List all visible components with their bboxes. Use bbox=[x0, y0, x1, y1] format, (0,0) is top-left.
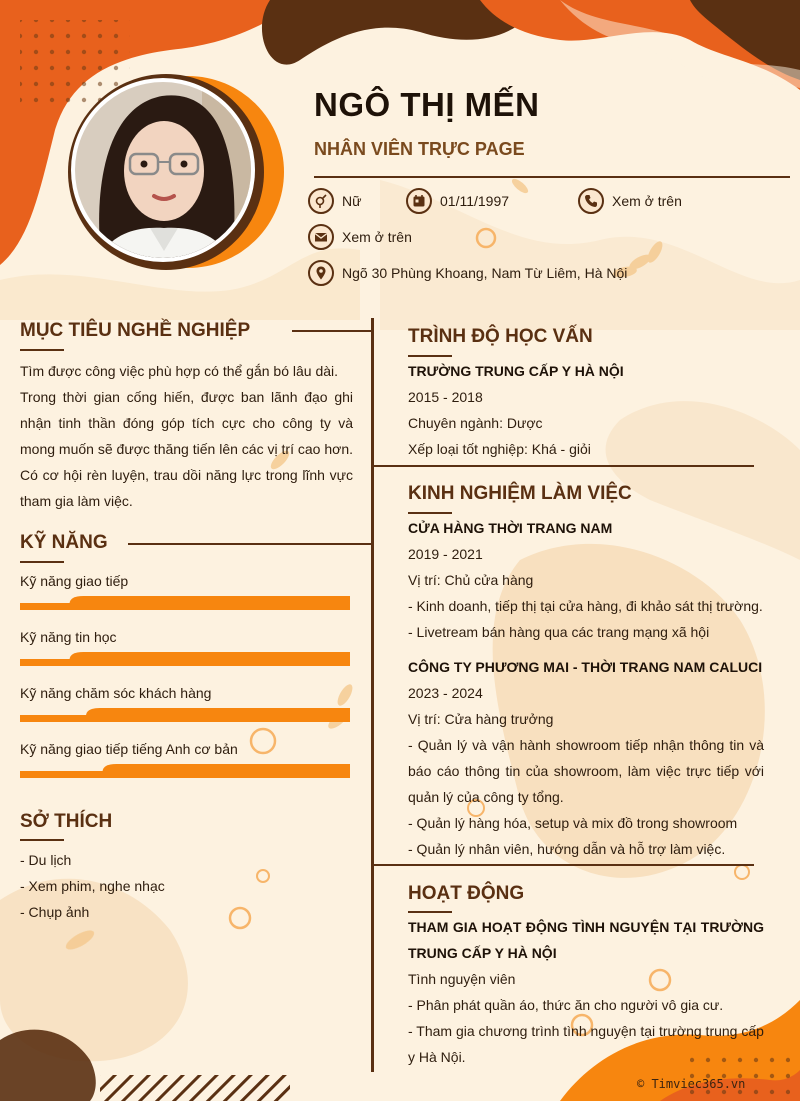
activity-detail: - Tham gia chương trình tình nguyện tại trường trung cấp bbox=[408, 1023, 764, 1039]
skills-title: KỸ NĂNG bbox=[20, 532, 108, 553]
objective-title: MỤC TIÊU NGHỀ NGHIỆP bbox=[20, 320, 251, 341]
job-title: NHÂN VIÊN TRỰC PAGE bbox=[314, 139, 525, 159]
job-detail: quản lý của công ty tổng. bbox=[408, 789, 564, 805]
phone-value: Xem ở trên bbox=[612, 193, 682, 209]
hobbies-underline bbox=[20, 839, 64, 841]
activities-underline bbox=[408, 911, 452, 913]
skill-bar-fill bbox=[70, 596, 351, 610]
skills-underline bbox=[20, 561, 64, 563]
objective-underline bbox=[20, 349, 64, 351]
gender-value: Nữ bbox=[342, 193, 362, 209]
header-divider bbox=[314, 176, 790, 178]
location-pin-icon bbox=[308, 260, 334, 286]
education-block bbox=[408, 358, 764, 462]
job-detail: - Livetream bán hàng qua các trang mạng xã hội bbox=[408, 624, 710, 640]
skill-bar bbox=[20, 708, 350, 722]
activities-title: HOẠT ĐỘNG bbox=[408, 883, 525, 904]
birthday-info bbox=[406, 188, 509, 214]
candidate-name: NGÔ THỊ MẾN bbox=[314, 86, 540, 123]
school-name: TRƯỜNG TRUNG CẤP Y HÀ NỘI bbox=[408, 363, 624, 379]
skills-connector bbox=[128, 543, 372, 545]
objective-line: Trong thời gian cống hiến, được ban lãnh đạo ghi bbox=[20, 389, 353, 405]
activity-role: Tình nguyện viên bbox=[408, 971, 516, 987]
hobbies-list bbox=[20, 847, 165, 925]
skill-name: Kỹ năng giao tiếp tiếng Anh cơ bản bbox=[20, 741, 238, 757]
job-position: Vị trí: Chủ cửa hàng bbox=[408, 572, 534, 588]
activity-block bbox=[408, 914, 764, 1070]
phone-icon bbox=[578, 188, 604, 214]
mail-icon bbox=[308, 224, 334, 250]
job-position: Vị trí: Cửa hàng trưởng bbox=[408, 711, 554, 727]
company-name: CÔNG TY PHƯƠNG MAI - THỜI TRANG NAM CALUCI bbox=[408, 659, 763, 675]
skill-bar-fill bbox=[86, 708, 350, 722]
column-divider bbox=[371, 318, 374, 1072]
skill-bar-fill bbox=[70, 652, 351, 666]
job-detail: - Kinh doanh, tiếp thị tại cửa hàng, đi khảo sát thị trường. bbox=[408, 598, 763, 614]
objective-line: Có cơ hội rèn luyện, trau dồi năng lực trong lĩnh vực bbox=[20, 467, 353, 483]
skill-bar bbox=[20, 596, 350, 610]
education-divider bbox=[372, 465, 754, 467]
job-detail: - Quản lý hàng hóa, setup và mix đồ trong showroom bbox=[408, 815, 738, 831]
email-value: Xem ở trên bbox=[342, 229, 412, 245]
job-detail: - Quản lý nhân viên, hướng dẫn và hỗ trợ làm việc. bbox=[408, 841, 726, 857]
email-info bbox=[308, 224, 412, 250]
job-detail: báo cáo thông tin của showroom, làm việc trực tiếp với bbox=[408, 763, 764, 779]
skill-name: Kỹ năng chăm sóc khách hàng bbox=[20, 685, 212, 701]
skill-bar bbox=[20, 764, 350, 778]
copyright: © Timviec365.vn bbox=[637, 1077, 746, 1091]
experience-underline bbox=[408, 512, 452, 514]
hobby-item: - Chụp ảnh bbox=[20, 904, 90, 920]
education-grade: Xếp loại tốt nghiệp: Khá - giỏi bbox=[408, 441, 591, 457]
skill-name: Kỹ năng tin học bbox=[20, 629, 117, 645]
objective-line: tham gia làm việc. bbox=[20, 493, 133, 509]
job-detail: - Quản lý và vận hành showroom tiếp nhận thông tin và bbox=[408, 737, 764, 753]
address-info bbox=[308, 260, 627, 286]
gender-info bbox=[308, 188, 361, 214]
experience-divider bbox=[372, 864, 754, 866]
education-title: TRÌNH ĐỘ HỌC VẤN bbox=[408, 326, 593, 347]
experience-job bbox=[408, 654, 764, 862]
address-value: Ngõ 30 Phùng Khoang, Nam Từ Liêm, Hà Nội bbox=[342, 265, 628, 281]
skill-name: Kỹ năng giao tiếp bbox=[20, 573, 129, 589]
calendar-icon bbox=[406, 188, 432, 214]
job-period: 2019 - 2021 bbox=[408, 546, 483, 562]
objective-line: nhận tinh thần đóng góp tích cực cho công ty và bbox=[20, 415, 353, 431]
hobbies-title: SỞ THÍCH bbox=[20, 811, 113, 832]
avatar bbox=[62, 66, 288, 272]
experience-job bbox=[408, 515, 764, 645]
phone-info bbox=[578, 188, 682, 214]
experience-title: KINH NGHIỆM LÀM VIỆC bbox=[408, 483, 632, 504]
objective-line: Tìm được công việc phù hợp có thể gắn bó lâu dài. bbox=[20, 363, 339, 379]
activity-detail: - Phân phát quần áo, thức ăn cho người vô gia cư. bbox=[408, 997, 724, 1013]
job-period: 2023 - 2024 bbox=[408, 685, 483, 701]
skill-bar-fill bbox=[103, 764, 351, 778]
activity-name: TRUNG CẤP Y HÀ NỘI bbox=[408, 945, 557, 961]
education-major: Chuyên ngành: Dược bbox=[408, 415, 543, 431]
birthday-value: 01/11/1997 bbox=[440, 193, 510, 209]
education-period: 2015 - 2018 bbox=[408, 389, 483, 405]
education-underline bbox=[408, 355, 452, 357]
skill-bar bbox=[20, 652, 350, 666]
activity-name: THAM GIA HOẠT ĐỘNG TÌNH NGUYỆN TẠI TRƯỜNG bbox=[408, 919, 764, 935]
hobby-item: - Du lịch bbox=[20, 852, 72, 868]
hobby-item: - Xem phim, nghe nhạc bbox=[20, 878, 165, 894]
activity-detail: y Hà Nội. bbox=[408, 1049, 466, 1065]
objective-connector bbox=[292, 330, 372, 332]
objective-line: mong muốn sẽ được thăng tiến lên các vị trí cao hơn. bbox=[20, 441, 353, 457]
company-name: CỬA HÀNG THỜI TRANG NAM bbox=[408, 520, 613, 536]
gender-icon bbox=[308, 188, 334, 214]
objective-text bbox=[20, 358, 353, 514]
